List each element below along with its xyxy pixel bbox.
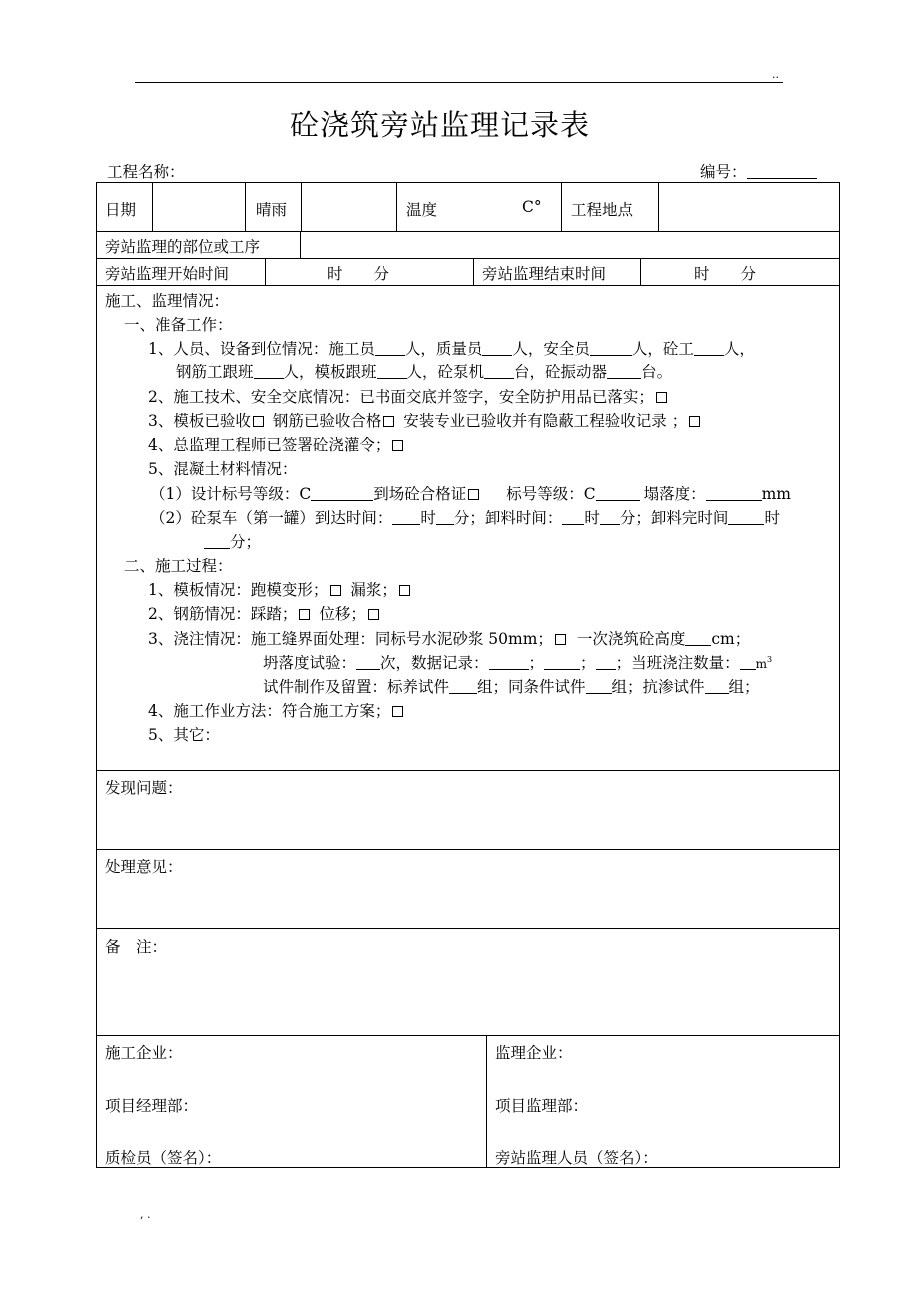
constructor-count[interactable]: [375, 341, 405, 356]
quality-count[interactable]: [482, 341, 512, 356]
rebar-accepted-checkbox[interactable]: [383, 416, 394, 427]
situation-heading: 施工、监理情况：: [105, 292, 230, 310]
safety-count[interactable]: [590, 341, 632, 356]
end-time-label: 旁站监理结束时间: [482, 265, 607, 283]
grade-field[interactable]: [596, 486, 640, 501]
process-heading: 二、施工过程：: [124, 557, 233, 575]
formwork-status-line: 1、模板情况：跑模变形； 漏浆；: [148, 578, 410, 600]
briefing-checkbox[interactable]: [656, 392, 667, 403]
end-time-field[interactable]: 时 分: [694, 265, 757, 283]
leakage-checkbox[interactable]: [399, 585, 410, 596]
design-grade-field[interactable]: [311, 486, 373, 501]
work-method-line: 4、施工作业方法：符合施工方案；: [148, 699, 403, 721]
same-condition-specimen-count[interactable]: [586, 679, 612, 694]
data-record-1[interactable]: [489, 655, 529, 670]
impermeability-specimen-count[interactable]: [705, 679, 729, 694]
personnel-line-1: 1、人员、设备到位情况：施工员 人，质量员 人，安全员 人，砼工 人，: [148, 340, 755, 358]
data-record-2[interactable]: [544, 655, 580, 670]
opinion-field[interactable]: [98, 877, 838, 927]
pour-volume-field[interactable]: [740, 655, 756, 670]
vibrator-count[interactable]: [607, 364, 641, 379]
installation-accepted-checkbox[interactable]: [689, 416, 700, 427]
method-compliant-checkbox[interactable]: [392, 706, 403, 717]
prep-heading: 一、准备工作：: [124, 316, 233, 334]
pour-height-field[interactable]: [685, 631, 711, 646]
arrival-hour-field[interactable]: [392, 510, 420, 525]
specimen-line: 试件制作及留置：标养试件 组；同条件试件 组；抗渗试件 组；: [263, 678, 760, 696]
page-title: 砼浇筑旁站监理记录表: [290, 108, 591, 142]
standard-specimen-count[interactable]: [449, 679, 477, 694]
project-name-label: 工程名称：: [107, 163, 185, 181]
trampling-checkbox[interactable]: [299, 609, 310, 620]
number-field[interactable]: [747, 164, 817, 179]
unload-end-hour-field[interactable]: [728, 510, 764, 525]
remarks-label: 备 注：: [105, 938, 168, 956]
supervision-company-label: 监理企业：: [495, 1044, 573, 1062]
unload-minute-field[interactable]: [600, 510, 620, 525]
footer-mark: , .: [140, 1208, 151, 1221]
formwork-deform-checkbox[interactable]: [330, 585, 341, 596]
onsite-supervisor-label: 旁站监理人员（签名）：: [495, 1149, 658, 1167]
start-time-label: 旁站监理开始时间: [105, 265, 230, 283]
construction-company-label: 施工企业：: [105, 1044, 183, 1062]
position-process-label: 旁站监理的部位或工序: [105, 238, 261, 256]
unload-hour-field[interactable]: [562, 510, 584, 525]
slump-test-line: 坍落度试验： 次，数据记录： ； ； ；当班浇注数量： $m^3$: [263, 654, 773, 672]
quality-inspector-label: 质检员（签名）：: [105, 1149, 222, 1167]
date-field[interactable]: [154, 184, 243, 230]
joint-treatment-checkbox[interactable]: [555, 634, 566, 645]
rebar-worker-count[interactable]: [254, 364, 284, 379]
arrival-minute-field[interactable]: [436, 510, 454, 525]
issues-field[interactable]: [98, 798, 838, 848]
temperature-unit: C°: [522, 198, 542, 216]
header-rule: [135, 82, 783, 83]
slump-field[interactable]: [706, 486, 762, 501]
data-record-3[interactable]: [596, 655, 616, 670]
slump-test-count[interactable]: [356, 655, 380, 670]
location-label: 工程地点: [571, 201, 634, 219]
technical-briefing-line: 2、施工技术、安全交底情况：已书面交底并签字，安全防护用品已落实；: [148, 385, 667, 407]
header-corner-mark: ..: [772, 68, 779, 81]
project-manager-dept-label: 项目经理部：: [105, 1097, 199, 1115]
others-line: 5、其它：: [148, 726, 220, 744]
date-label: 日期: [105, 201, 137, 219]
remarks-field[interactable]: [98, 958, 838, 1034]
start-time-field[interactable]: 时 分: [327, 265, 390, 283]
opinion-label: 处理意见：: [105, 858, 183, 876]
pump-count[interactable]: [484, 364, 514, 379]
rebar-status-line: 2、钢筋情况：踩踏； 位移；: [148, 602, 379, 624]
certificate-checkbox[interactable]: [468, 489, 479, 500]
unload-end-minute-field[interactable]: [204, 534, 230, 549]
position-process-field[interactable]: [302, 233, 837, 257]
weather-field[interactable]: [303, 184, 394, 230]
materials-heading: 5、混凝土材料情况：: [148, 460, 298, 478]
design-grade-line: （1）设计标号等级：C 到场砼合格证 标号等级：C 塌落度： mm: [150, 485, 791, 503]
issues-label: 发现问题：: [105, 779, 183, 797]
concrete-worker-count[interactable]: [694, 341, 724, 356]
pump-truck-line-cont: 分；: [204, 530, 261, 552]
location-field[interactable]: [660, 184, 837, 230]
pump-truck-line: （2）砼泵车（第一罐）到达时间： 时 分；卸料时间： 时 分；卸料完时间 时: [150, 509, 780, 527]
project-supervision-dept-label: 项目监理部：: [495, 1097, 589, 1115]
displacement-checkbox[interactable]: [368, 609, 379, 620]
number-label-text: 编号：: [700, 163, 747, 181]
temperature-label: 温度: [406, 201, 438, 219]
weather-label: 晴雨: [256, 201, 288, 219]
personnel-line-2: 钢筋工跟班 人，模板跟班 人，砼泵机 台，砼振动器 台。: [176, 363, 673, 381]
pouring-status-line: 3、浇注情况：施工缝界面处理：同标号水泥砂浆 50mm； 一次浇筑砼高度 cm；: [148, 630, 751, 648]
acceptance-line: 3、模板已验收 钢筋已验收合格 安装专业已验收并有隐蔽工程验收记录 ；: [148, 409, 700, 431]
pour-order-checkbox[interactable]: [392, 440, 403, 451]
formwork-worker-count[interactable]: [377, 364, 407, 379]
number-label: [700, 160, 817, 182]
pour-order-line: 4、总监理工程师已签署砼浇灌令；: [148, 433, 403, 455]
formwork-accepted-checkbox[interactable]: [253, 416, 264, 427]
